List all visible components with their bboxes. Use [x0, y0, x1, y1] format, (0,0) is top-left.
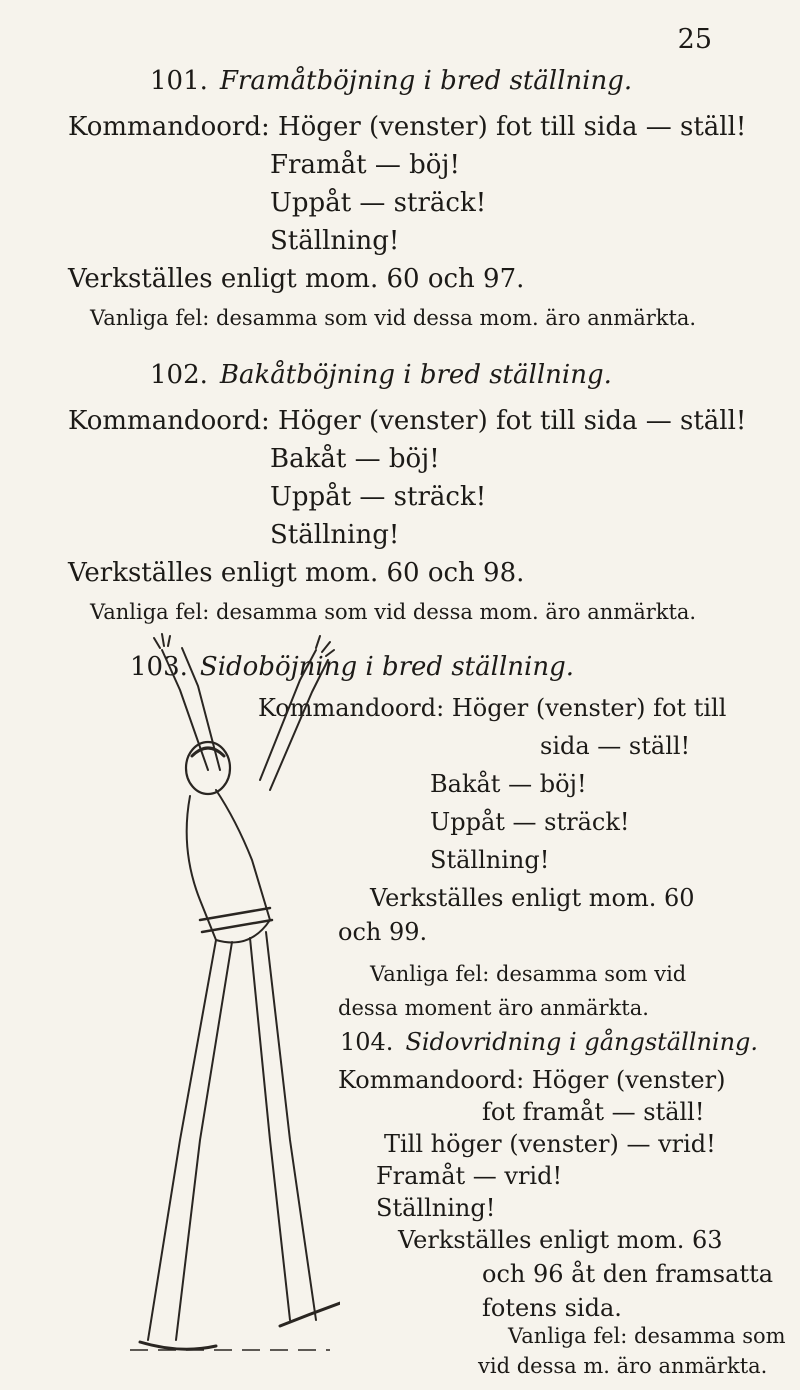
page-number: 25 — [677, 24, 712, 55]
section-104-line-6: Verkställes enligt mom. 63 — [398, 1226, 723, 1254]
section-104-line-10: vid dessa m. äro anmärkta. — [478, 1354, 768, 1378]
section-104-line-8: fotens sida. — [482, 1294, 622, 1322]
section-102-command-2: Bakåt — böj! — [270, 444, 440, 474]
section-104-line-2: fot framåt — ställ! — [482, 1098, 705, 1126]
exercise-figure-illustration — [120, 620, 340, 1360]
section-103-number: 103. — [130, 652, 188, 682]
section-103-title: Sidoböjning i bred ställning. — [199, 652, 574, 682]
section-101-execution: Verkställes enligt mom. 60 och 97. — [68, 264, 525, 294]
section-104-line-3: Till höger (venster) — vrid! — [384, 1130, 716, 1158]
section-104-number: 104. — [340, 1028, 394, 1056]
section-101-errors: Vanliga fel: desamma som vid dessa mom. äro anmärkta. — [90, 306, 697, 330]
section-101-heading — [150, 68, 632, 94]
section-101-command-4: Ställning! — [270, 226, 400, 256]
section-102-command-3: Uppåt — sträck! — [270, 482, 487, 512]
section-104-line-9: Vanliga fel: desamma som — [508, 1324, 786, 1348]
section-101-number: 101. — [150, 66, 208, 96]
section-103-line-2: sida — ställ! — [540, 732, 691, 760]
section-104-line-4: Framåt — vrid! — [376, 1162, 563, 1190]
section-103-line-3: Bakåt — böj! — [430, 770, 587, 798]
section-101-title: Framåtböjning i bred ställning. — [219, 66, 633, 96]
section-103-line-8: Vanliga fel: desamma som vid — [370, 962, 687, 986]
section-104-line-5: Ställning! — [376, 1194, 496, 1222]
section-103-line-7: och 99. — [338, 918, 428, 946]
section-104-line-7: och 96 åt den framsatta — [482, 1260, 774, 1288]
section-103-line-4: Uppåt — sträck! — [430, 808, 630, 836]
section-102-command-1: Kommandoord: Höger (venster) fot till sida — ställ! — [68, 406, 747, 436]
section-103-line-9: dessa moment äro anmärkta. — [338, 996, 649, 1020]
section-104-heading — [340, 1030, 758, 1054]
section-102-execution: Verkställes enligt mom. 60 och 98. — [68, 558, 525, 588]
section-102-heading — [150, 362, 612, 388]
section-103-line-1: Kommandoord: Höger (venster) fot till — [258, 694, 727, 722]
section-102-number: 102. — [150, 360, 208, 390]
section-102-title: Bakåtböjning i bred ställning. — [219, 360, 612, 390]
section-102-command-4: Ställning! — [270, 520, 400, 550]
section-104-line-1: Kommandoord: Höger (venster) — [338, 1066, 726, 1094]
section-104-title: Sidovridning i gångställning. — [405, 1028, 759, 1056]
section-102-errors: Vanliga fel: desamma som vid dessa mom. äro anmärkta. — [90, 600, 697, 624]
section-101-command-1: Kommandoord: Höger (venster) fot till sida — ställ! — [68, 112, 747, 142]
section-101-command-2: Framåt — böj! — [270, 150, 460, 180]
section-103-line-6: Verkställes enligt mom. 60 — [370, 884, 695, 912]
section-103-line-5: Ställning! — [430, 846, 550, 874]
section-101-command-3: Uppåt — sträck! — [270, 188, 487, 218]
